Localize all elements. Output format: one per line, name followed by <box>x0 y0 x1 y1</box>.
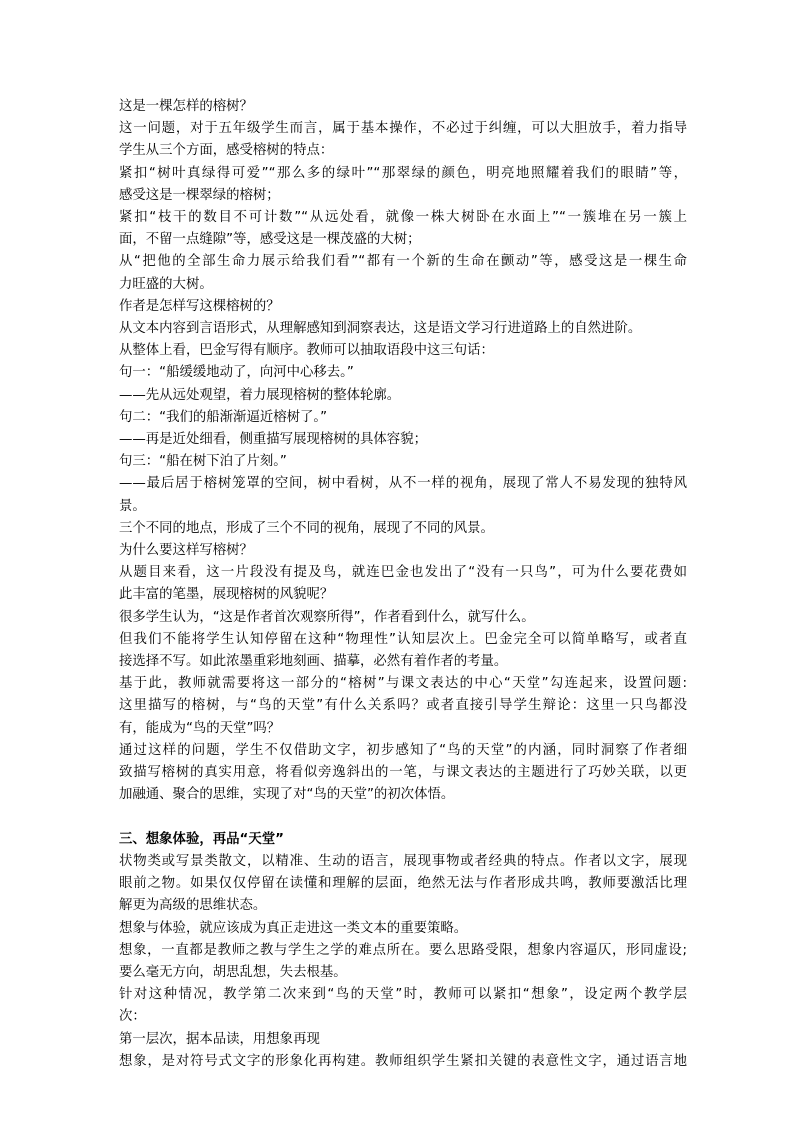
paragraph-line: 从文本内容到言语形式，从理解感知到洞察表达，这是语文学习行进道路上的自然进阶。 <box>119 321 642 337</box>
paragraph-line: 感受这是一棵翠绿的榕树； <box>119 187 280 203</box>
paragraph-line: 想象，一直都是教师之教与学生之学的难点所在。要么思路受限，想象内容逼仄，形同虚设; <box>119 942 687 958</box>
paragraph-line: 次： <box>119 1009 146 1025</box>
section-gap <box>119 807 687 829</box>
paragraph-line: 接选择不写。如此浓墨重彩地刻画、描摹，必然有着作者的考量。 <box>119 654 508 670</box>
comment-line: 景。 <box>119 498 146 514</box>
paragraph-line: 致描写榕树的真实用意，将看似旁逸斜出的一笔，与课文表达的主题进行了巧妙关联，以更 <box>119 765 687 781</box>
paragraph-line: 通过这样的问题，学生不仅借助文字，初步感知了“鸟的天堂”的内涵，同时洞察了作者细 <box>119 742 687 758</box>
paragraph-line: 这一问题，对于五年级学生而言，属于基本操作，不必过于纠缠，可以大胆放手，着力指导 <box>119 121 687 137</box>
paragraph-line: 要么毫无方向，胡思乱想，失去根基。 <box>119 964 347 980</box>
question-how-written: 作者是怎样写这棵榕树的？ <box>119 298 280 314</box>
paragraph-line: 解更为高级的思维状态。 <box>119 898 267 914</box>
paragraph-line: 从“把他的全部生命力展示给我们看”“都有一个新的生命在颤动”等，感受这是一棵生命 <box>119 254 687 270</box>
paragraph-line: 力旺盛的大树。 <box>119 276 213 292</box>
paragraph-line: 从题目来看，这一片段没有提及鸟，就连巴金也发出了“没有一只鸟”，可为什么要花费如 <box>119 565 687 581</box>
paragraph-line: 眼前之物。如果仅仅停留在读懂和理解的层面，绝然无法与作者形成共鸣，教师要激活比理 <box>119 876 687 892</box>
paragraph-line: 面，不留一点缝隙”等，感受这是一棵茂盛的大树； <box>119 232 421 248</box>
quoted-sentence-three: 句三：“船在树下泊了片刻。” <box>119 454 287 470</box>
paragraph-line: 有，能成为“鸟的天堂”吗？ <box>119 720 281 736</box>
paragraph-line: 想象与体验，就应该成为真正走进这一类文本的重要策略。 <box>119 920 468 936</box>
paragraph-line: 紧扣“枝干的数目不可计数”“从远处看，就像一株大树卧在水面上”“一簇堆在另一簇上 <box>119 210 687 226</box>
paragraph-line: 针对这种情况，教学第二次来到“鸟的天堂”时，教师可以紧扣“想象”，设定两个教学层 <box>119 987 687 1003</box>
paragraph-line: 此丰富的笔墨，展现榕树的风貌呢？ <box>119 587 334 603</box>
quoted-sentence-two: 句二：“我们的船渐渐逼近榕树了。” <box>119 409 328 425</box>
paragraph-line: 三个不同的地点，形成了三个不同的视角，展现了不同的风景。 <box>119 520 494 536</box>
comment-line: ——最后居于榕树笼罩的空间，树中看树，从不一样的视角，展现了常人不易发现的独特风 <box>119 476 687 492</box>
paragraph-line: 想象，是对符号式文字的形象化再构建。教师组织学生紧扣关键的表意性文字，通过语言地 <box>119 1053 687 1069</box>
paragraph-line: 状物类或写景类散文，以精准、生动的语言，展现事物或者经典的特点。作者以文字，展现 <box>119 853 687 869</box>
question-what-banyan: 这是一棵怎样的榕树？ <box>119 99 253 114</box>
paragraph-line: 很多学生认为，“这是作者首次观察所得”，作者看到什么，就写什么。 <box>119 609 535 625</box>
paragraph-line: 学生从三个方面，感受榕树的特点： <box>119 143 334 159</box>
paragraph-line: 紧扣“树叶真绿得可爱”“那么多的绿叶”“那翠绿的颜色，明亮地照耀着我们的眼睛”等， <box>119 165 687 181</box>
comment-line: ——先从远处观望，着力展现榕树的整体轮廓。 <box>119 387 401 403</box>
paragraph-line: 基于此，教师就需要将这一部分的“榕树”与课文表达的中心“天堂”勾连起来，设置问题: <box>119 676 687 692</box>
quoted-sentence-one: 句一：“船缓缓地动了，向河中心移去。” <box>119 365 354 381</box>
document-page <box>119 96 687 1073</box>
paragraph-line: 但我们不能将学生认知停留在这种“物理性”认知层次上。巴金完全可以简单略写，或者直 <box>119 631 687 647</box>
question-why-written: 为什么要这样写榕树？ <box>119 543 253 559</box>
section-heading: 三、想象体验，再品“天堂” <box>119 831 284 847</box>
subheading: 第一层次，据本品读，用想象再现 <box>119 1031 320 1047</box>
paragraph-line: 加融通、聚合的思维，实现了对“鸟的天堂”的初次体悟。 <box>119 787 455 803</box>
comment-line: ——再是近处细看，侧重描写展现榕树的具体容貌； <box>119 432 427 448</box>
paragraph-line: 从整体上看，巴金写得有顺序。教师可以抽取语段中这三句话： <box>119 343 494 359</box>
paragraph-line: 这里描写的榕树，与“鸟的天堂”有什么关系吗？或者直接引导学生辩论：这里一只鸟都没 <box>119 698 687 714</box>
